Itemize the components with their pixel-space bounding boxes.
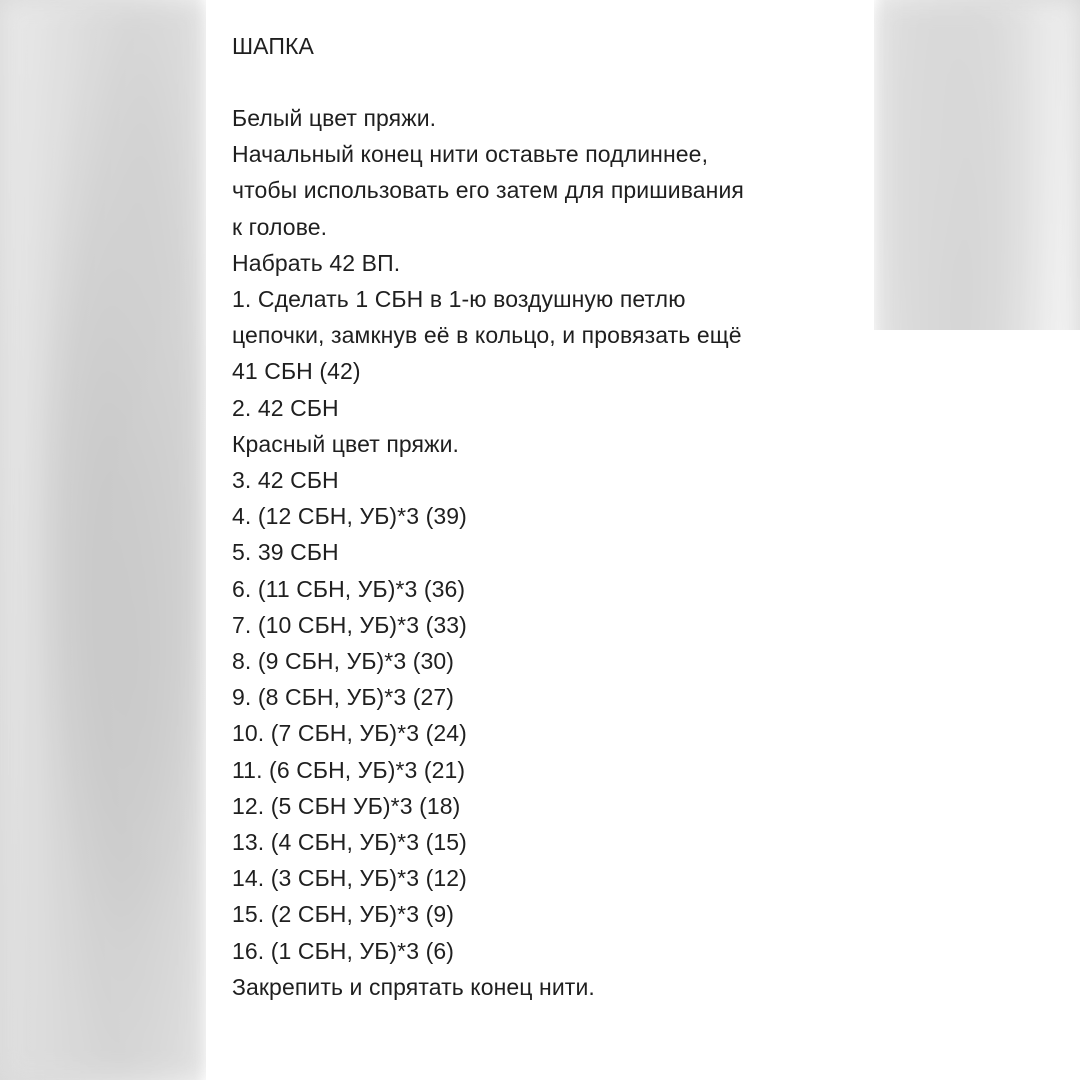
instruction-line: Набрать 42 ВП. xyxy=(232,249,401,276)
instruction-line: 3. 42 СБН xyxy=(232,467,339,494)
instruction-line: чтобы использовать его затем для пришивания xyxy=(232,177,744,204)
document-title: ШАПКА xyxy=(232,33,314,59)
instruction-line: 14. (3 СБН, УБ)*3 (12) xyxy=(232,865,467,892)
instruction-line: 10. (7 СБН, УБ)*3 (24) xyxy=(232,720,467,747)
blank-line xyxy=(232,64,874,100)
instruction-line: 9. (8 СБН, УБ)*3 (27) xyxy=(232,684,455,711)
instruction-line: 16. (1 СБН, УБ)*3 (6) xyxy=(232,937,455,964)
instruction-line: Красный цвет пряжи. xyxy=(232,430,460,457)
instruction-line: 1. Сделать 1 СБН в 1-ю воздушную петлю xyxy=(232,286,686,313)
instruction-line: 8. (9 СБН, УБ)*3 (30) xyxy=(232,648,455,675)
instruction-line: 7. (10 СБН, УБ)*3 (33) xyxy=(232,611,467,638)
instruction-line: 41 СБН (42) xyxy=(232,358,361,385)
document-page xyxy=(206,0,874,1080)
instruction-line: 12. (5 СБН УБ)*3 (18) xyxy=(232,792,461,819)
instruction-line: к голове. xyxy=(232,213,328,240)
instruction-line: 13. (4 СБН, УБ)*3 (15) xyxy=(232,829,467,856)
instruction-line: 15. (2 СБН, УБ)*3 (9) xyxy=(232,901,455,928)
instruction-line: Белый цвет пряжи. xyxy=(232,105,437,131)
instruction-line: 6. (11 СБН, УБ)*3 (36) xyxy=(232,575,466,602)
instruction-line: 5. 39 СБН xyxy=(232,539,339,566)
instruction-line: 4. (12 СБН, УБ)*3 (39) xyxy=(232,503,467,530)
instruction-line: Начальный конец нити оставьте подлиннее, xyxy=(232,141,709,168)
blurred-background-left xyxy=(0,0,206,1080)
instruction-line: 11. (6 СБН, УБ)*3 (21) xyxy=(232,756,466,783)
instruction-line: цепочки, замкнув её в кольцо, и провязать ещё xyxy=(232,322,742,349)
instruction-list xyxy=(232,100,874,1005)
instruction-line: 2. 42 СБН xyxy=(232,394,339,421)
background-right-lower xyxy=(874,330,1080,1080)
instruction-line: Закрепить и спрятать конец нити. xyxy=(232,973,595,1000)
